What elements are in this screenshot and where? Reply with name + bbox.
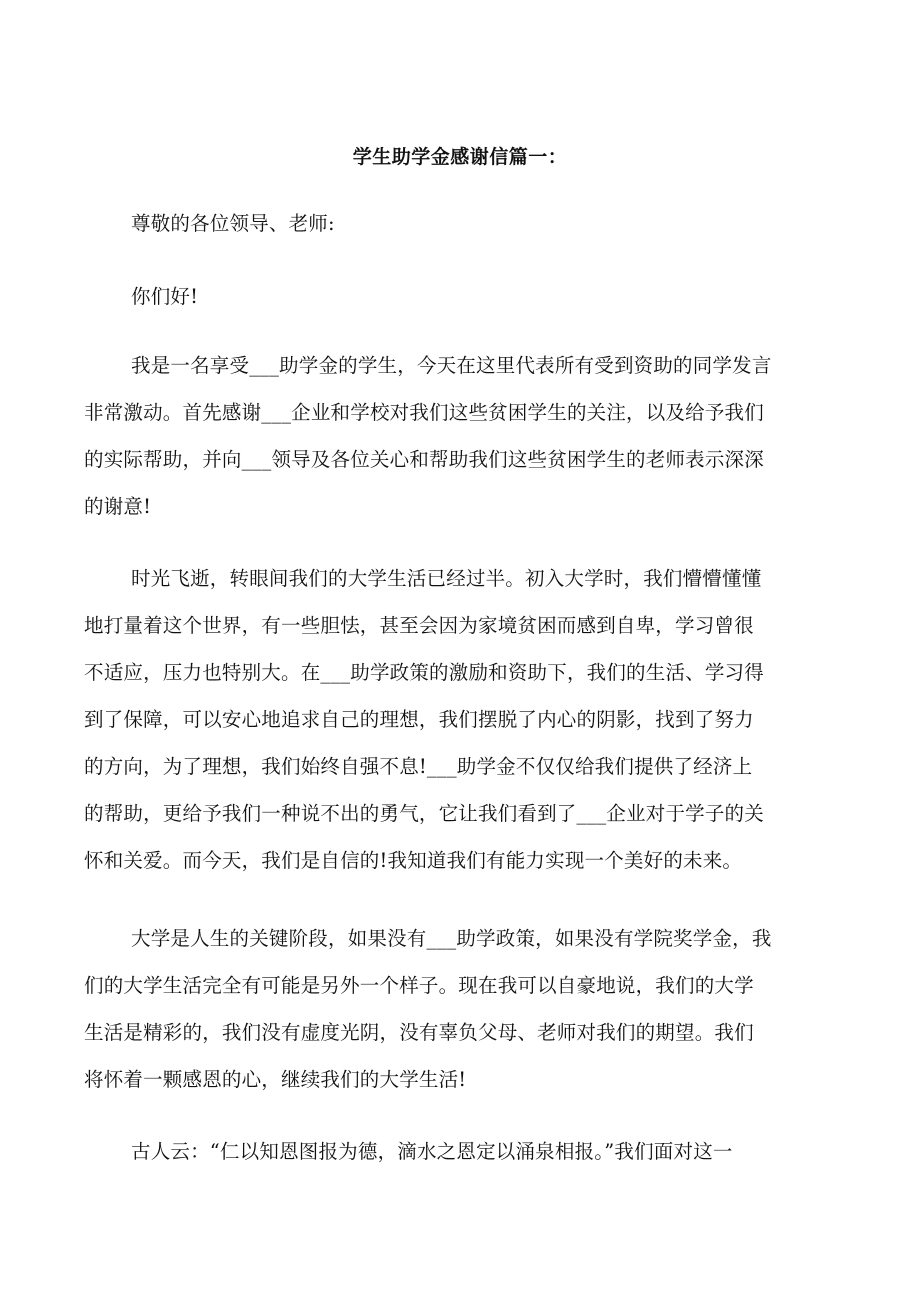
paragraph-line: 我是一名享受___助学金的学生，今天在这里代表所有受到资助的同学发言 — [131, 354, 772, 377]
paragraph-line: 生活是精彩的，我们没有虚度光阴，没有辜负父母、老师对我们的期望。我们 — [84, 1021, 754, 1044]
paragraph-line: 古人云：“仁以知恩图报为德，滴水之恩定以涌泉相报。”我们面对这一 — [131, 1140, 733, 1163]
paragraph-line: 地打量着这个世界，有一些胆怯，甚至会因为家境贫困而感到自卑，学习曾很 — [84, 614, 754, 637]
greeting: 你们好! — [131, 285, 199, 308]
document-title: 学生助学金感谢信篇一： — [352, 146, 568, 168]
paragraph-line: 不适应，压力也特别大。在___助学政策的激励和资助下，我们的生活、学习得 — [84, 661, 764, 684]
paragraph-line: 非常激动。首先感谢___企业和学校对我们这些贫困学生的关注，以及给予我们 — [84, 401, 764, 424]
paragraph-line: 的帮助，更给予我们一种说不出的勇气，它让我们看到了___企业对于学子的关 — [84, 802, 764, 825]
paragraph-line: 们的大学生活完全有可能是另外一个样子。现在我可以自豪地说，我们的大学 — [84, 974, 754, 997]
paragraph-line: 怀和关爱。而今天，我们是自信的!我知道我们有能力实现一个美好的未来。 — [84, 849, 743, 872]
paragraph-line: 的方向，为了理想，我们始终自强不息!___助学金不仅仅给我们提供了经济上 — [84, 755, 753, 778]
paragraph-line: 将怀着一颗感恩的心，继续我们的大学生活! — [84, 1068, 467, 1091]
paragraph-line: 到了保障，可以安心地追求自己的理想，我们摆脱了内心的阴影，找到了努力 — [84, 708, 754, 731]
paragraph-line: 大学是人生的关键阶段，如果没有___助学政策，如果没有学院奖学金，我 — [131, 927, 772, 950]
salutation: 尊敬的各位领导、老师: — [131, 212, 335, 235]
paragraph-line: 的谢意! — [84, 495, 152, 518]
paragraph-line: 的实际帮助，并向___领导及各位关心和帮助我们这些贫困学生的老师表示深深 — [84, 448, 764, 471]
paragraph-line: 时光飞逝，转眼间我们的大学生活已经过半。初入大学时，我们懵懵懂懂 — [131, 567, 762, 590]
